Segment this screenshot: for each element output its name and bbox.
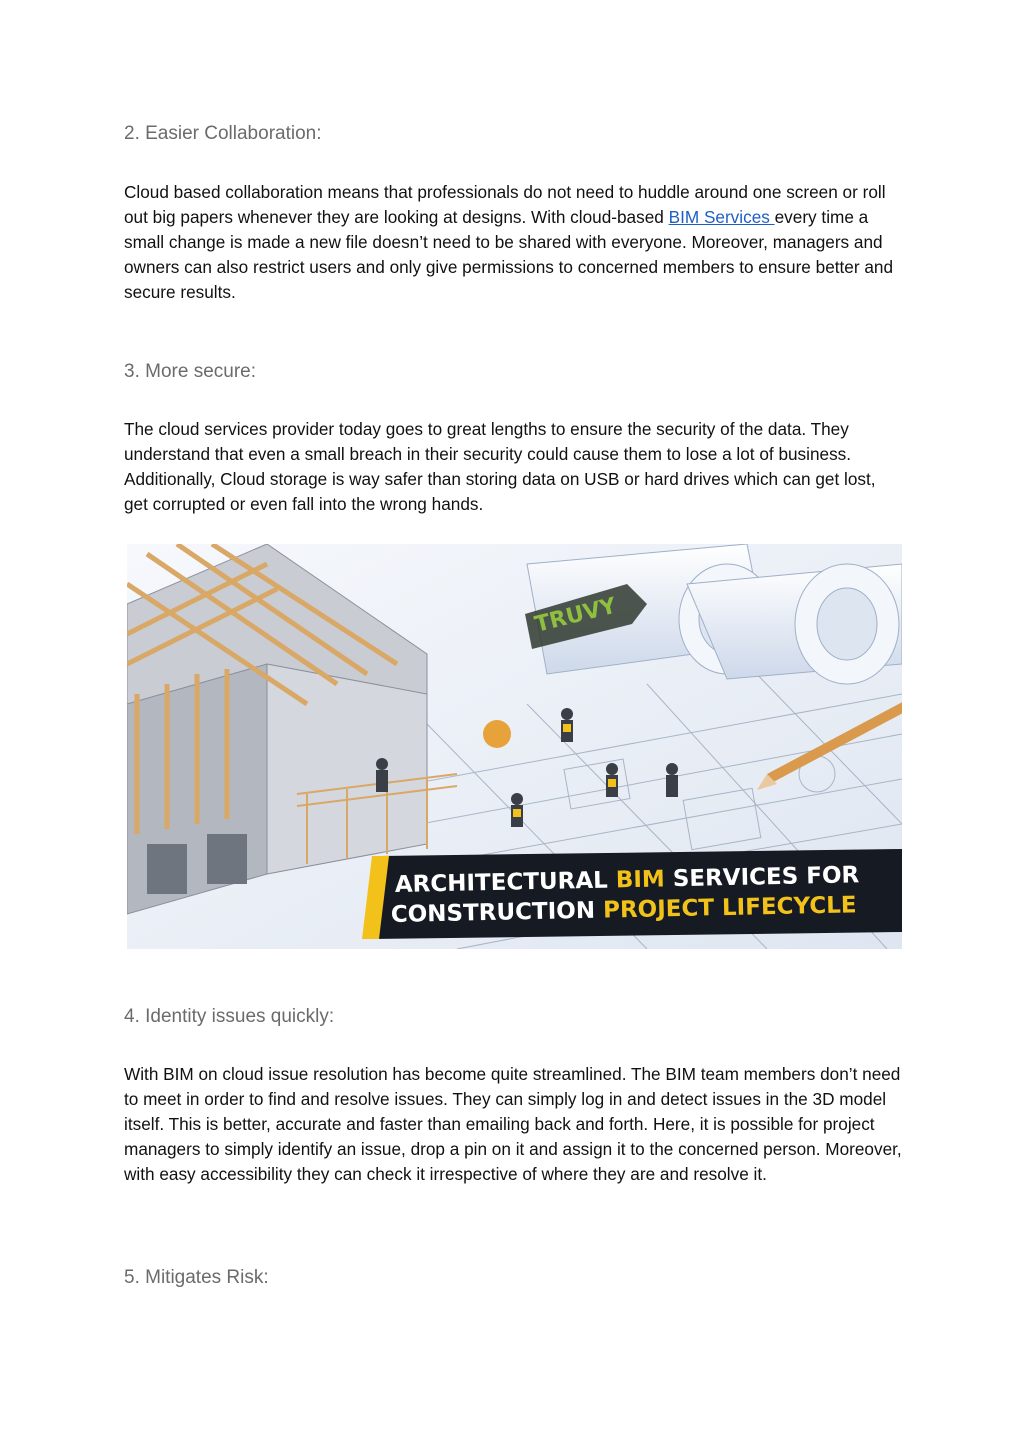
section-heading-collaboration: 2. Easier Collaboration: [124, 123, 322, 144]
paragraph-collaboration-text-2: every time a small change is made a new file doesn’t need to be shared with everyone. Moreover, managers and owners can also restrict users and only give permissions to concerned members to ensure better and secure results. [124, 207, 894, 302]
section-heading-issues: 4. Identity issues quickly: [124, 1006, 335, 1027]
paragraph-issues: With BIM on cloud issue resolution has become quite streamlined. The BIM team members don’t need to meet in order to find and resolve issues. They can simply log in and detect issues in the 3D model itself. This is better, accurate and faster than emailing back and forth. Here, it is possible for project managers to simply identify an issue, drop a pin on it and assign it to the concerned person. Moreover, with easy accessibility they can check it irrespective of where they are and resolve it. [124, 1064, 902, 1184]
banner-line2-part1: CONSTRUCTION [390, 897, 604, 928]
section-heading-risk: 5. Mitigates Risk: [124, 1267, 269, 1288]
banner-line1-part3: SERVICES FOR [672, 862, 860, 893]
banner [362, 849, 902, 939]
paragraph-collaboration-text-1: Cloud based collaboration means that professionals do not need to huddle around one screen or roll out big papers whenever they are looking at designs. With cloud-based [124, 182, 886, 227]
banner-line1-part1: ARCHITECTURAL [394, 867, 617, 898]
banner-line1-part2: BIM [615, 866, 674, 894]
logo-text: TRUVY [532, 593, 619, 638]
paragraph-security: The cloud services provider today goes to great lengths to ensure the security of the data. They understand that even a small breach in their security could cause them to lose a lot of business. Additionally, Cloud storage is way safer than storing data on USB or hard drives which can get lost, get corrupted or even fall into the wrong hands. [124, 419, 876, 514]
bim-illustration-image [127, 544, 902, 949]
bim-services-link[interactable]: BIM Services [668, 207, 775, 227]
banner-line2-part2: PROJECT LIFECYCLE [602, 892, 857, 924]
paragraph-collaboration [124, 180, 904, 305]
section-heading-security: 3. More secure: [124, 361, 256, 382]
